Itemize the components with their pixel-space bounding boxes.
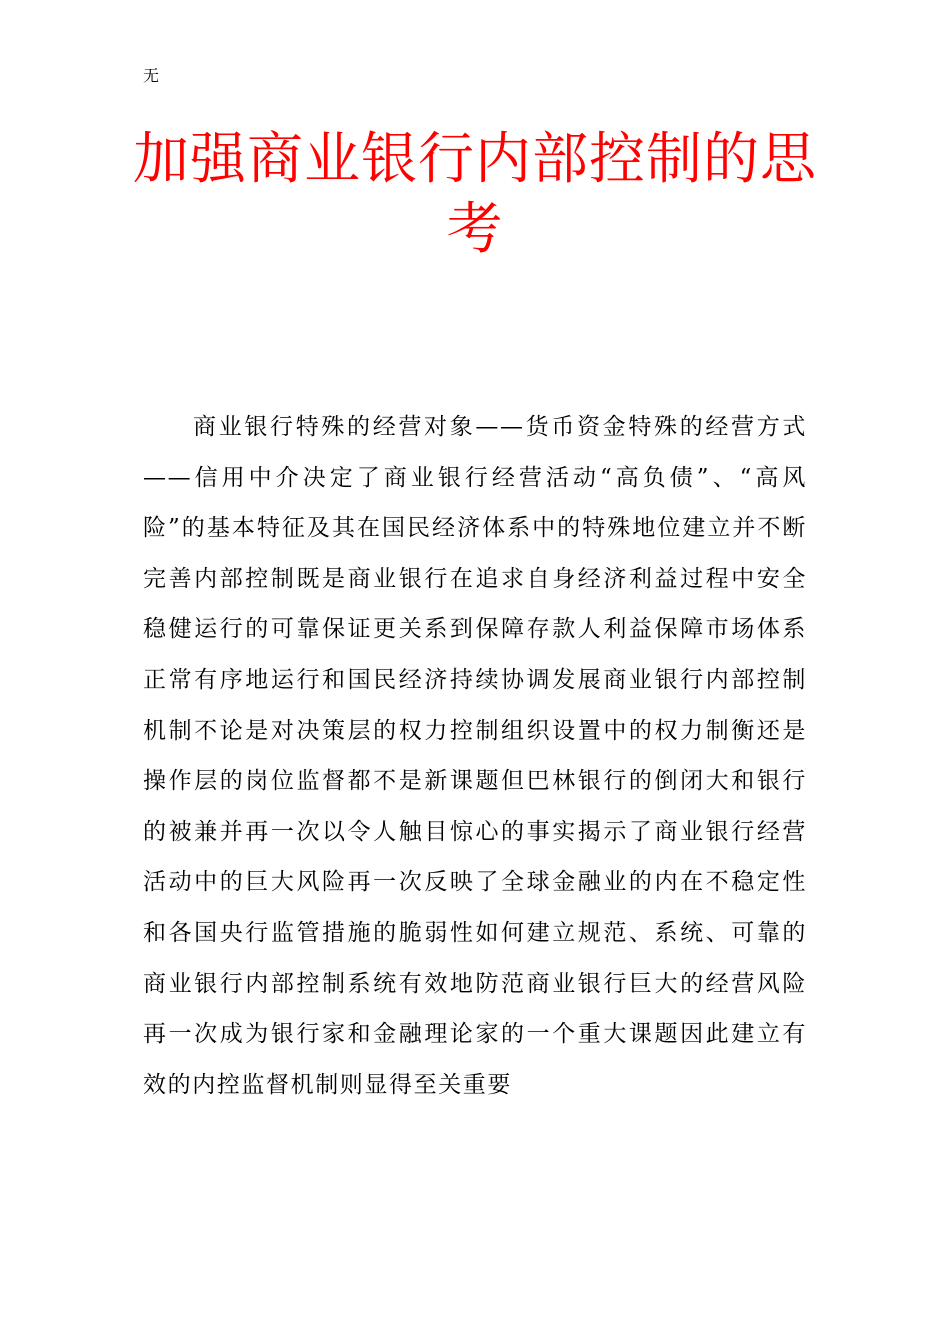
header-mark: 无 [143, 66, 160, 85]
document-title: 加强商业银行内部控制的思考 [133, 127, 817, 262]
body-paragraph: 商业银行特殊的经营对象——货币资金特殊的经营方式——信用中介决定了商业银行经营活动“高负债”、“高风险”的基本特征及其在国民经济体系中的特殊地位建立并不断完善内部控制既是商业银行在追求自身经济利益过程中安全稳健运行的可靠保证更关系到保障存款人利益保障市场体系正常有序地运行和国民经济持续协调发展商业银行内部控制机制不论是对决策层的权力控制组织设置中的权力制衡还是操作层的岗位监督都不是新课题但巴林银行的倒闭大和银行的被兼并再一次以令人触目惊心的事实揭示了商业银行经营活动中的巨大风险再一次反映了全球金融业的内在不稳定性和各国央行监管措施的脆弱性如何建立规范、系统、可靠的商业银行内部控制系统有效地防范商业银行巨大的经营风险再一次成为银行家和金融理论家的一个重大课题因此建立有效的内控监督机制则显得至关重要 [143, 414, 807, 1098]
